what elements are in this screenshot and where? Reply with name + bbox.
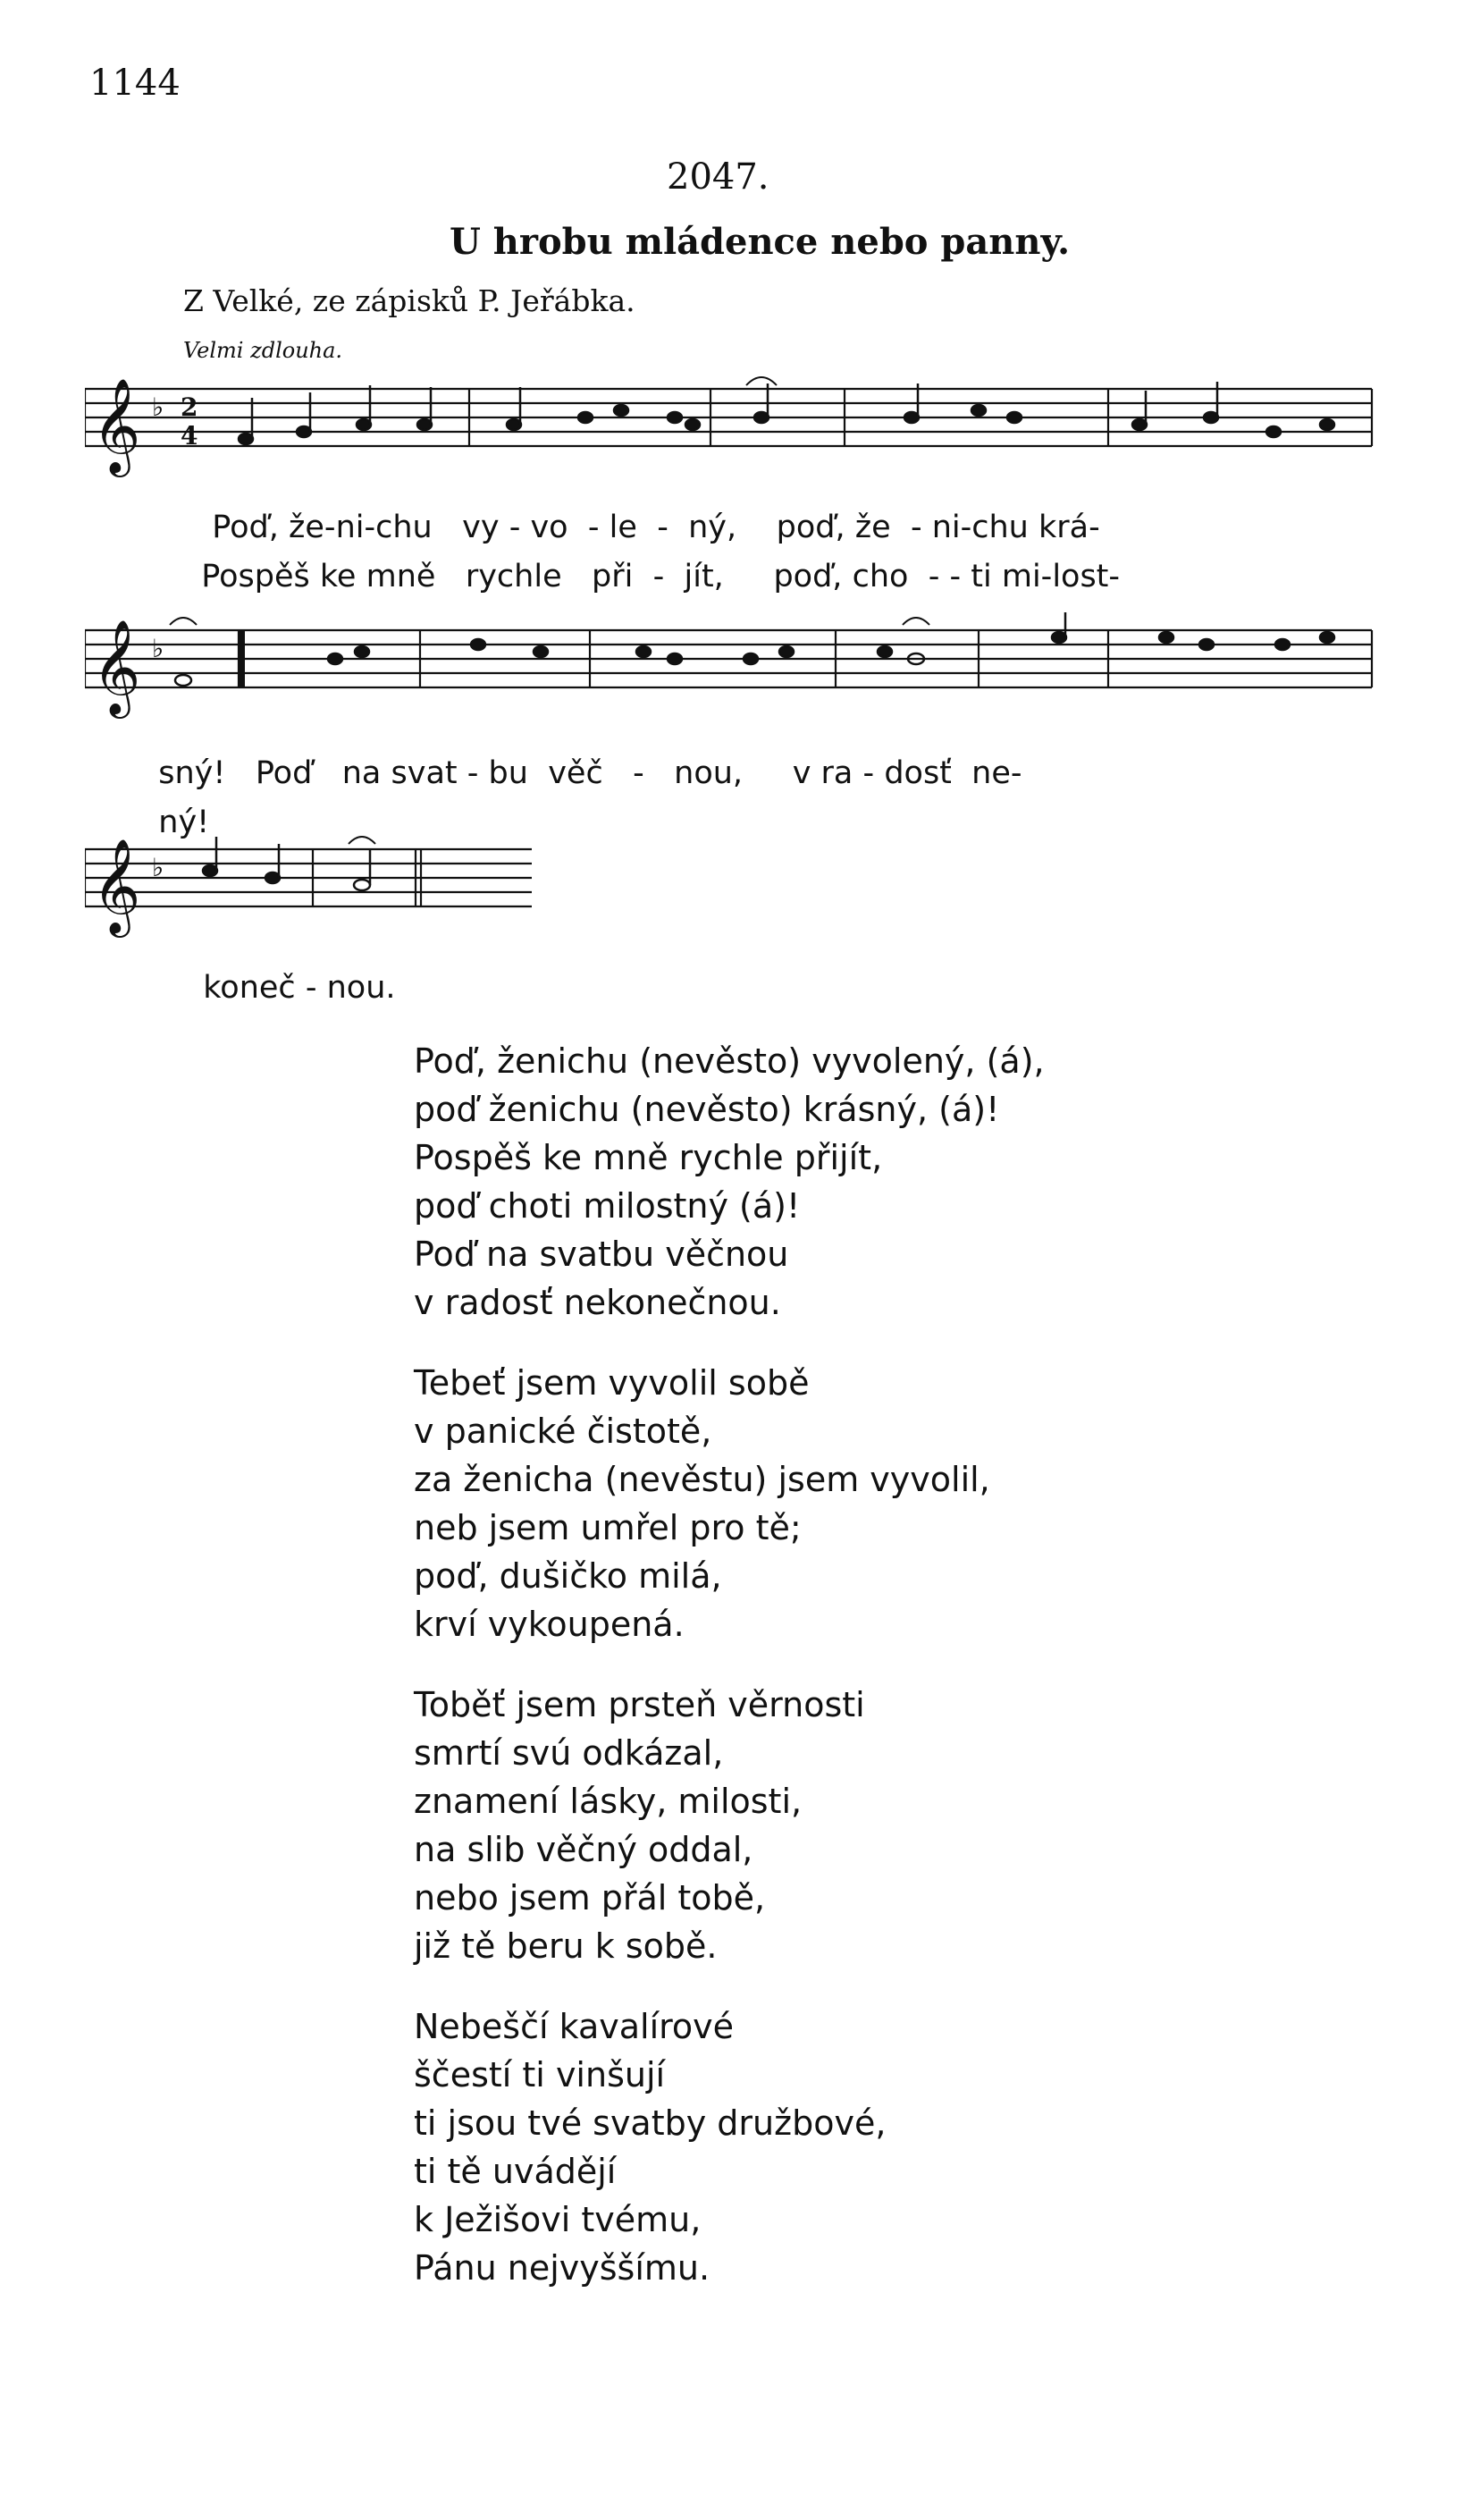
svg-text:♭: ♭ bbox=[152, 634, 164, 663]
lyric-syllable: cho bbox=[852, 559, 909, 594]
lyric-syllable: Pospěš bbox=[201, 559, 310, 594]
lyric-syllable: poď, bbox=[773, 559, 843, 594]
lyric-syllable: ni-chu bbox=[931, 510, 1029, 545]
lyric-syllable: svat bbox=[391, 755, 458, 791]
treble-clef-icon: 𝄞 bbox=[92, 619, 141, 714]
lyric-syllable: lost- bbox=[1052, 559, 1121, 594]
poem-line: krví vykoupená. bbox=[414, 1605, 685, 1644]
lyric-syllable: mně bbox=[366, 559, 436, 594]
lyric-syllable: - bbox=[657, 510, 668, 545]
lyric-syllable: - bbox=[949, 559, 962, 594]
svg-text:♭: ♭ bbox=[152, 853, 164, 882]
poem-line: v radosť nekonečnou. bbox=[414, 1283, 781, 1322]
poem-line: poď ženichu (nevěsto) krásný, (á)! bbox=[414, 1090, 1000, 1129]
treble-clef-icon: 𝄞 bbox=[92, 377, 141, 473]
lyric-syllable: rychle bbox=[465, 559, 562, 594]
lyric-syllable: - bbox=[509, 510, 521, 545]
lyric-syllable: že bbox=[854, 510, 891, 545]
poem-line: za ženicha (nevěstu) jsem vyvolil, bbox=[414, 1460, 990, 1499]
lyric-syllable: - bbox=[633, 755, 644, 791]
poem-line: Tebeť jsem vyvolil sobě bbox=[414, 1363, 810, 1403]
poem-line: ščestí ti vinšují bbox=[414, 2055, 666, 2094]
poem-line: smrtí svú odkázal, bbox=[414, 1733, 724, 1773]
lyric-syllable: krá- bbox=[1038, 510, 1100, 545]
lyric-syllable: jít, bbox=[684, 559, 724, 594]
poem-line: ti tě uvádějí bbox=[414, 2152, 617, 2191]
time-signature-top: 2 bbox=[181, 392, 198, 422]
lyric-syllable: - bbox=[862, 755, 875, 791]
lyric-syllable: sný! bbox=[158, 755, 226, 791]
poem-line: Pospěš ke mně rychle přijít, bbox=[414, 1138, 883, 1177]
lyric-syllable: nou. bbox=[326, 970, 396, 1006]
lyric-syllable: - bbox=[910, 510, 922, 545]
lyric-syllable: ný, bbox=[688, 510, 737, 545]
lyric-syllable: mi bbox=[1001, 559, 1041, 594]
poem-line: již tě beru k sobě. bbox=[414, 1926, 718, 1966]
poem-line: Pánu nejvyššímu. bbox=[414, 2248, 710, 2288]
stanza-1 bbox=[414, 1037, 1218, 1327]
lyric-syllable: - bbox=[928, 559, 940, 594]
lyric-syllable: koneč bbox=[203, 970, 296, 1006]
lyric-syllable: Poď, bbox=[212, 510, 279, 545]
lyrics-line bbox=[139, 769, 209, 840]
poem-line: v panické čistotě, bbox=[414, 1412, 712, 1451]
poem-line: poď, dušičko milá, bbox=[414, 1556, 722, 1596]
poem-line: poď choti milostný (á)! bbox=[414, 1186, 801, 1226]
lyric-syllable: poď, bbox=[776, 510, 845, 545]
lyrics-line bbox=[139, 720, 1022, 791]
svg-text:♭: ♭ bbox=[152, 392, 164, 422]
stanza-4 bbox=[414, 2002, 1218, 2292]
lyric-syllable: na bbox=[341, 755, 382, 791]
treble-clef-icon: 𝄞 bbox=[92, 838, 141, 933]
song-number: 2047. bbox=[667, 156, 769, 198]
poem-line: ti jsou tvé svatby družbové, bbox=[414, 2103, 887, 2143]
poem-line: nebo jsem přál tobě, bbox=[414, 1878, 766, 1917]
lyric-syllable: le bbox=[609, 510, 637, 545]
stanza-2 bbox=[414, 1359, 1218, 1648]
poem-line: k Ježišovi tvému, bbox=[414, 2200, 702, 2239]
stanza-3 bbox=[414, 1681, 1218, 1970]
lyric-syllable: ra bbox=[820, 755, 853, 791]
lyric-syllable: v bbox=[792, 755, 811, 791]
music-staff-3 bbox=[85, 831, 550, 948]
lyric-syllable: - bbox=[305, 970, 317, 1006]
lyric-syllable: vy bbox=[462, 510, 500, 545]
tempo-marking: Velmi zdlouha. bbox=[183, 338, 343, 363]
song-title: U hrobu mládence nebo panny. bbox=[450, 221, 1071, 263]
page-number: 1144 bbox=[89, 63, 181, 104]
lyric-syllable: ti bbox=[971, 559, 992, 594]
lyric-syllable: - bbox=[467, 755, 479, 791]
poem-line: na slib věčný oddal, bbox=[414, 1830, 753, 1869]
music-staff-2 bbox=[85, 612, 1390, 729]
lyrics-line bbox=[181, 523, 1120, 594]
poem-line: Poď na svatbu věčnou bbox=[414, 1235, 789, 1274]
lyric-syllable: že-ni-chu bbox=[289, 510, 433, 545]
lyric-syllable: nou, bbox=[674, 755, 744, 791]
music-staff-1 bbox=[85, 371, 1390, 487]
poem-line: Nebeščí kavalírové bbox=[414, 2007, 735, 2046]
lyric-syllable: Poď bbox=[255, 755, 313, 791]
lyric-syllable: vo bbox=[530, 510, 568, 545]
lyric-syllable: ke bbox=[319, 559, 357, 594]
lyric-syllable: dosť bbox=[884, 755, 952, 791]
song-source: Z Velké, ze zápisků P. Jeřábka. bbox=[183, 283, 635, 318]
lyric-syllable: při bbox=[592, 559, 634, 594]
lyric-syllable: - bbox=[587, 510, 600, 545]
poem-line: Toběť jsem prsteň věrnosti bbox=[414, 1685, 865, 1724]
lyric-syllable: - bbox=[1040, 559, 1053, 594]
lyric-syllable: - bbox=[652, 559, 665, 594]
poem-text bbox=[414, 1037, 1218, 2324]
lyric-syllable: ný! bbox=[158, 805, 210, 840]
lyric-syllable: bu bbox=[488, 755, 528, 791]
poem-line: Poď, ženichu (nevěsto) vyvolený, (á), bbox=[414, 1041, 1045, 1081]
time-signature-bottom: 4 bbox=[181, 421, 198, 451]
poem-line: neb jsem umřel pro tě; bbox=[414, 1508, 802, 1547]
poem-line: znamení lásky, milosti, bbox=[414, 1782, 803, 1821]
lyric-syllable: ne- bbox=[971, 755, 1022, 791]
lyrics-line bbox=[183, 934, 396, 1006]
lyric-syllable: věč bbox=[548, 755, 603, 791]
